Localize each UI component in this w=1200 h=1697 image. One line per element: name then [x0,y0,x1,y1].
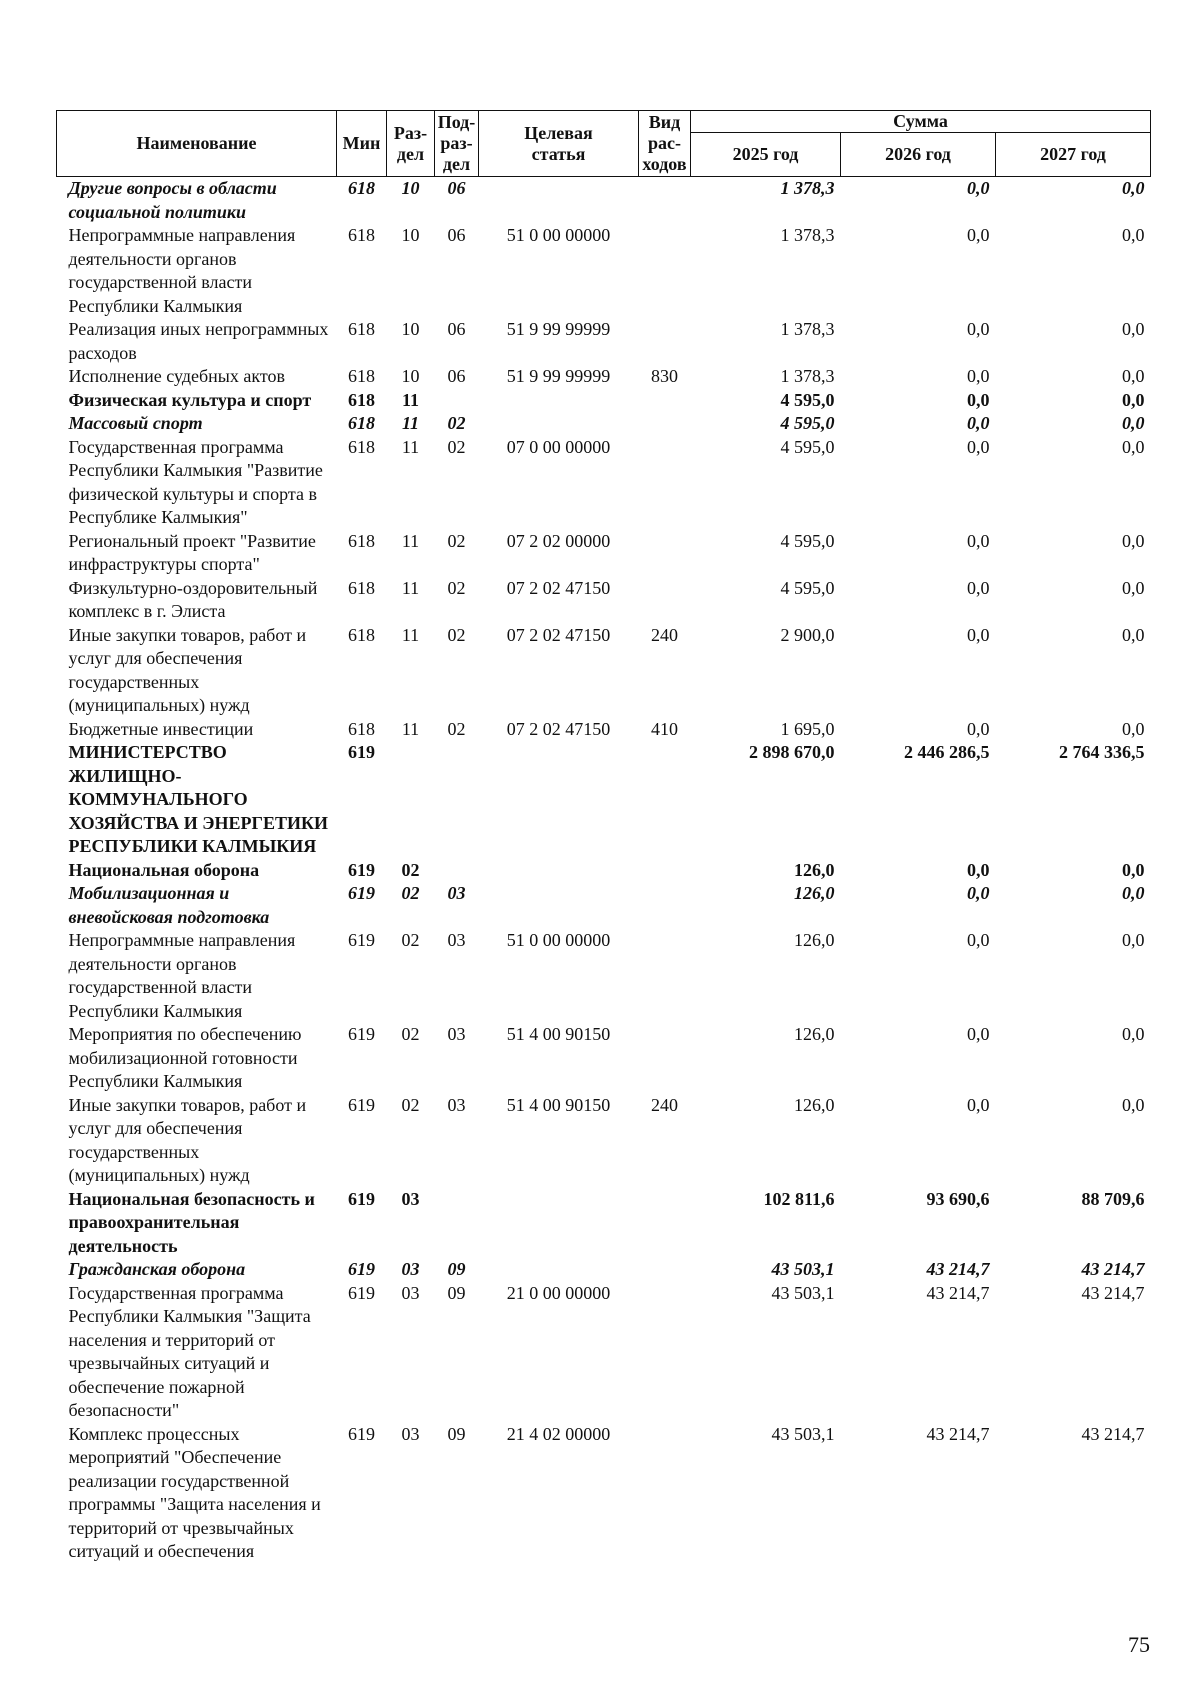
table-row [57,929,1151,1023]
table-row [57,1023,1151,1094]
table-row [57,741,1151,859]
cell-2025: 1 378,3 [780,225,835,245]
cell-2026: 0,0 [967,624,990,645]
cell-article: 51 9 99 99999 [506,319,611,339]
cell-2027: 0,0 [1122,530,1145,551]
cell-2027: 0,0 [1122,930,1145,950]
header-name: Наименование [57,111,337,177]
cell-vid [639,882,691,929]
cell-2027: 43 214,7 [1081,1423,1145,1444]
table-row [57,412,1151,436]
table-row [57,177,1151,225]
cell-min: 619 [348,1024,375,1044]
cell-min: 618 [348,178,375,198]
cell-vid: 410 [651,718,678,739]
cell-2027: 0,0 [1122,436,1145,457]
cell-name: Иные закупки товаров, работ и услуг для обеспечения государственных (муниципальных) нужд [68,624,307,715]
cell-razdel: 02 [401,883,420,903]
table-row [57,1094,1151,1188]
table-row [57,318,1151,365]
cell-vid [639,741,691,859]
cell-2027: 88 709,6 [1081,1188,1145,1209]
cell-2027: 0,0 [1122,413,1145,433]
cell-min: 618 [348,413,375,433]
cell-article [479,389,639,413]
cell-name: Национальная безопасность и правоохранительная деятельность [68,1188,315,1256]
cell-2027: 0,0 [1122,624,1145,645]
cell-name: Мобилизационная и вневойсковая подготовка [68,883,270,927]
cell-2027: 43 214,7 [1081,1282,1145,1303]
cell-min: 619 [348,930,375,950]
table-row [57,1423,1151,1564]
cell-razdel: 10 [401,225,420,245]
table-row [57,624,1151,718]
cell-article: 07 2 02 00000 [506,530,611,551]
cell-vid [639,530,691,577]
cell-min: 619 [348,1423,375,1444]
cell-article: 07 2 02 47150 [506,718,611,739]
cell-2025: 126,0 [794,859,835,880]
cell-article: 21 0 00 00000 [506,1282,611,1303]
cell-2027: 0,0 [1122,225,1145,245]
table-row [57,882,1151,929]
cell-article [479,741,639,859]
cell-podrazdel: 06 [447,319,466,339]
cell-2025: 43 503,1 [771,1423,835,1444]
cell-podrazdel: 02 [447,577,466,598]
cell-2026: 0,0 [967,930,990,950]
cell-vid: 830 [651,366,678,386]
cell-min: 618 [348,577,375,598]
cell-2026: 0,0 [967,718,990,739]
cell-2027: 0,0 [1122,1024,1145,1044]
table-row [57,718,1151,742]
cell-2027: 0,0 [1122,319,1145,339]
cell-2025: 4 595,0 [780,389,835,410]
cell-name: Непрограммные направления деятельности органов государственной власти Республики Калмыкия [68,930,296,1021]
cell-2025: 1 695,0 [780,718,835,739]
cell-razdel: 02 [401,1094,420,1115]
cell-2026: 0,0 [967,178,990,198]
cell-razdel: 10 [401,319,420,339]
cell-min: 619 [348,1188,375,1209]
cell-2025: 1 378,3 [780,178,835,198]
cell-podrazdel: 09 [447,1259,466,1279]
cell-vid [639,177,691,225]
cell-2026: 0,0 [967,413,990,433]
budget-table [56,110,1151,1564]
cell-razdel: 10 [401,366,420,386]
cell-2025: 2 898 670,0 [749,742,835,762]
table-row [57,577,1151,624]
cell-razdel: 10 [401,178,420,198]
cell-min: 619 [348,742,375,762]
cell-min: 618 [348,718,375,739]
cell-min: 619 [348,1094,375,1115]
cell-podrazdel: 06 [447,178,466,198]
cell-2027: 43 214,7 [1081,1259,1145,1279]
cell-min: 618 [348,366,375,386]
cell-2026: 0,0 [967,1094,990,1115]
header-sum: Сумма [691,111,1151,133]
cell-article [479,177,639,225]
cell-2025: 4 595,0 [780,530,835,551]
cell-2025: 126,0 [794,1024,835,1044]
cell-2025: 1 378,3 [780,366,835,386]
header-podrazdel: Под- раз- дел [435,111,479,177]
cell-min: 618 [348,389,375,410]
cell-2026: 0,0 [967,366,990,386]
header-year-2027: 2027 год [996,133,1151,177]
cell-vid [639,1423,691,1564]
cell-name: Непрограммные направления деятельности органов государственной власти Республики Калмыкия [68,225,296,316]
cell-vid [639,436,691,530]
page-number: 75 [1128,1632,1150,1657]
cell-razdel: 03 [401,1423,420,1444]
cell-podrazdel: 09 [447,1423,466,1444]
header-year-2026: 2026 год [841,133,996,177]
cell-2025: 126,0 [794,883,835,903]
cell-razdel: 11 [401,530,420,551]
cell-vid [639,224,691,318]
cell-vid [639,1282,691,1423]
cell-vid [639,318,691,365]
cell-podrazdel: 02 [447,718,466,739]
cell-2026: 0,0 [967,225,990,245]
cell-2026: 0,0 [967,389,990,410]
table-row [57,1188,1151,1259]
cell-2027: 0,0 [1122,178,1145,198]
cell-name: Государственная программа Республики Калмыкия "Развитие физической культуры и спорта в Республике Калмыкия" [68,436,323,527]
cell-podrazdel [435,859,479,883]
cell-podrazdel: 09 [447,1282,466,1303]
cell-razdel: 02 [401,1024,420,1044]
cell-min: 619 [348,1282,375,1303]
cell-name: Массовый спорт [68,413,203,433]
cell-name: Государственная программа Республики Калмыкия "Защита населения и территорий от чрезвычайных ситуаций и обеспечение пожарной безопасности" [68,1282,311,1420]
cell-name: Гражданская оборона [68,1259,246,1279]
table-row [57,859,1151,883]
cell-min: 619 [348,883,375,903]
table-row [57,365,1151,389]
cell-name: Иные закупки товаров, работ и услуг для обеспечения государственных (муниципальных) нужд [68,1094,307,1185]
cell-article [479,1188,639,1259]
cell-podrazdel: 03 [447,930,466,950]
cell-razdel: 11 [401,718,420,739]
cell-article [479,882,639,929]
cell-article: 51 9 99 99999 [506,366,611,386]
cell-2025: 43 503,1 [771,1282,835,1303]
cell-article: 51 4 00 90150 [506,1094,611,1115]
header-year-2025: 2025 год [691,133,841,177]
cell-razdel [387,741,435,859]
cell-podrazdel: 06 [447,366,466,386]
cell-2026: 0,0 [967,530,990,551]
cell-vid [639,859,691,883]
cell-vid [639,389,691,413]
cell-name: Реализация иных непрограммных расходов [68,319,329,363]
cell-2027: 0,0 [1122,883,1145,903]
header-razdel: Раз- дел [387,111,435,177]
cell-2026: 0,0 [967,883,990,903]
cell-podrazdel: 02 [447,413,466,433]
cell-2025: 2 900,0 [780,624,835,645]
cell-razdel: 02 [401,859,420,880]
cell-2026: 43 214,7 [926,1423,990,1444]
table-body [57,177,1151,1564]
table-row [57,1282,1151,1423]
cell-vid [639,929,691,1023]
cell-2027: 2 764 336,5 [1059,742,1145,762]
cell-name: Другие вопросы в области социальной политики [68,178,277,222]
cell-vid [639,1188,691,1259]
cell-podrazdel: 02 [447,436,466,457]
table-row [57,530,1151,577]
cell-article [479,859,639,883]
table-row [57,436,1151,530]
cell-2026: 0,0 [967,577,990,598]
cell-article [479,412,639,436]
cell-2025: 43 503,1 [771,1259,835,1279]
cell-2025: 102 811,6 [763,1188,835,1209]
cell-2026: 2 446 286,5 [904,742,990,762]
cell-2025: 4 595,0 [780,436,835,457]
cell-podrazdel [435,389,479,413]
header-min: Мин [337,111,387,177]
cell-vid [639,577,691,624]
cell-name: Исполнение судебных актов [68,366,286,386]
cell-2025: 126,0 [794,930,835,950]
cell-2026: 0,0 [967,859,990,880]
cell-article: 21 4 02 00000 [506,1423,611,1444]
cell-razdel: 11 [401,413,419,433]
cell-min: 618 [348,436,375,457]
cell-article: 51 0 00 00000 [506,930,611,950]
cell-2027: 0,0 [1122,389,1145,410]
cell-podrazdel [435,1188,479,1259]
cell-article: 07 2 02 47150 [506,624,611,645]
cell-2025: 4 595,0 [780,413,835,433]
cell-razdel: 11 [401,577,420,598]
cell-2027: 0,0 [1122,859,1145,880]
cell-razdel: 03 [401,1282,420,1303]
cell-article: 07 2 02 47150 [506,577,611,598]
cell-article [479,1258,639,1282]
cell-razdel: 02 [401,930,420,950]
cell-podrazdel: 03 [447,883,466,903]
cell-min: 618 [348,530,375,551]
cell-min: 619 [348,1259,375,1279]
cell-vid: 240 [651,1094,678,1115]
cell-razdel: 11 [401,624,420,645]
cell-2025: 4 595,0 [780,577,835,598]
cell-vid [639,1023,691,1094]
cell-podrazdel: 03 [447,1024,466,1044]
cell-razdel: 03 [401,1188,420,1209]
cell-name: МИНИСТЕРСТВО ЖИЛИЩНО-КОММУНАЛЬНОГО ХОЗЯЙСТВА И ЭНЕРГЕТИКИ РЕСПУБЛИКИ КАЛМЫКИЯ [68,742,329,856]
cell-2027: 0,0 [1122,577,1145,598]
cell-name: Комплекс процессных мероприятий "Обеспечение реализации государственной программы "Защита населения и территорий от чрезвычайных ситуаций и обеспечения [68,1423,321,1561]
budget-document [56,110,1150,1564]
cell-podrazdel [435,741,479,859]
cell-vid [639,412,691,436]
cell-min: 619 [348,859,375,880]
cell-article: 51 0 00 00000 [506,225,611,245]
cell-2026: 0,0 [967,436,990,457]
header-vid: Вид рас- ходов [639,111,691,177]
cell-name: Региональный проект "Развитие инфраструктуры спорта" [68,530,316,574]
cell-name: Физическая культура и спорт [68,389,312,410]
cell-2026: 43 214,7 [926,1259,990,1279]
cell-min: 618 [348,624,375,645]
cell-podrazdel: 03 [447,1094,466,1115]
cell-2027: 0,0 [1122,718,1145,739]
cell-razdel: 11 [401,436,420,457]
header-article: Целевая статья [479,111,639,177]
cell-article: 51 4 00 90150 [506,1024,611,1044]
cell-name: Национальная оборона [68,859,260,880]
cell-2027: 0,0 [1122,1094,1145,1115]
cell-razdel: 11 [401,389,419,410]
cell-vid [639,1258,691,1282]
table-row [57,1258,1151,1282]
cell-2026: 43 214,7 [926,1282,990,1303]
cell-2025: 1 378,3 [780,319,835,339]
cell-2026: 0,0 [967,1024,990,1044]
cell-podrazdel: 02 [447,624,466,645]
cell-2025: 126,0 [794,1094,835,1115]
cell-2026: 0,0 [967,319,990,339]
cell-razdel: 03 [401,1259,420,1279]
cell-vid: 240 [651,624,678,645]
table-row [57,224,1151,318]
cell-podrazdel: 06 [447,225,466,245]
cell-2027: 0,0 [1122,366,1145,386]
cell-name: Бюджетные инвестиции [68,718,254,739]
cell-min: 618 [348,319,375,339]
table-row [57,389,1151,413]
cell-name: Мероприятия по обеспечению мобилизационной готовности Республики Калмыкия [68,1024,302,1091]
cell-article: 07 0 00 00000 [506,436,611,457]
cell-podrazdel: 02 [447,530,466,551]
cell-name: Физкультурно-оздоровительный комплекс в г. Элиста [68,577,318,621]
cell-2026: 93 690,6 [926,1188,990,1209]
cell-min: 618 [348,225,375,245]
